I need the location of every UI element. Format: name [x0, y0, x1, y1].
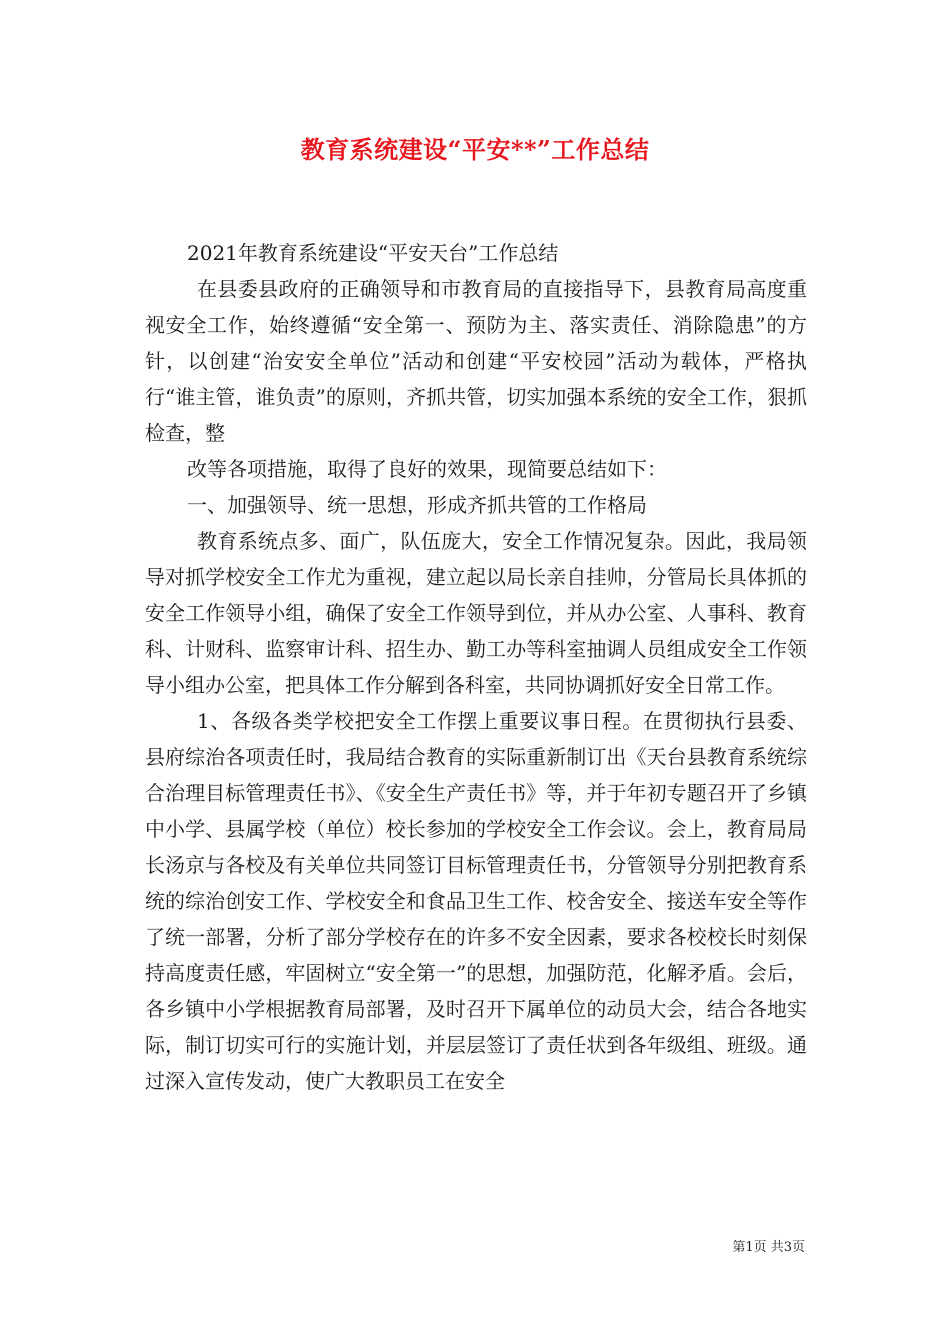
intro-continuation-paragraph: 改等各项措施，取得了良好的效果，现简要总结如下：: [187, 457, 667, 481]
body-paragraph: 教育系统点多、面广，队伍庞大，安全工作情况复杂。因此，我局领导对抓学校安全工作尤为重视，建立起以局长亲自挂帅，分管局长具体抓的安全工作领导小组，确保了安全工作领导到位，并从办公室、人事科、教育科、计财科、监察审计科、招生办、勤工办等科室抽调人员组成安全工作领导小组办公室，把具体工作分解到各科室，共同协调抓好安全日常工作。: [145, 529, 807, 697]
document-body: [145, 235, 807, 1099]
page-footer: 第1页 共3页: [732, 1240, 805, 1255]
body-paragraph: 1、各级各类学校把安全工作摆上重要议事日程。在贯彻执行县委、县府综治各项责任时，我局结合教育的实际重新制订出《天台县教育系统综合治理目标管理责任书》、《安全生产责任书》等，并于年初专题召开了乡镇中小学、县属学校（单位）校长参加的学校安全工作会议。会上，教育局局长汤京与各校及有关单位共同签订目标管理责任书，分管领导分别把教育系统的综治创安工作、学校安全和食品卫生工作、校舍安全、接送车安全等作了统一部署，分析了部分学校存在的许多不安全因素，要求各校校长时刻保持高度责任感，牢固树立“安全第一”的思想，加强防范，化解矛盾。会后，各乡镇中小学根据教育局部署，及时召开下属单位的动员大会，结合各地实际，制订切实可行的实施计划，并层层签订了责任状到各年级组、班级。通过深入宣传发动，使广大教职员工在安全: [145, 709, 807, 1093]
intro-paragraph: 在县委县政府的正确领导和市教育局的直接指导下，县教育局高度重视安全工作，始终遵循“安全第一、预防为主、落实责任、消除隐患”的方针，以创建“治安安全单位”活动和创建“平安校园”活动为载体，严格执行“谁主管，谁负责”的原则，齐抓共管，切实加强本系统的安全工作，狠抓检查，整: [145, 277, 807, 445]
subtitle-paragraph: 2021年教育系统建设“平安天台”工作总结: [187, 241, 559, 265]
section-heading: 一、加强领导、统一思想，形成齐抓共管的工作格局: [187, 493, 647, 517]
page-title: 教育系统建设“平安**”工作总结: [300, 135, 650, 164]
